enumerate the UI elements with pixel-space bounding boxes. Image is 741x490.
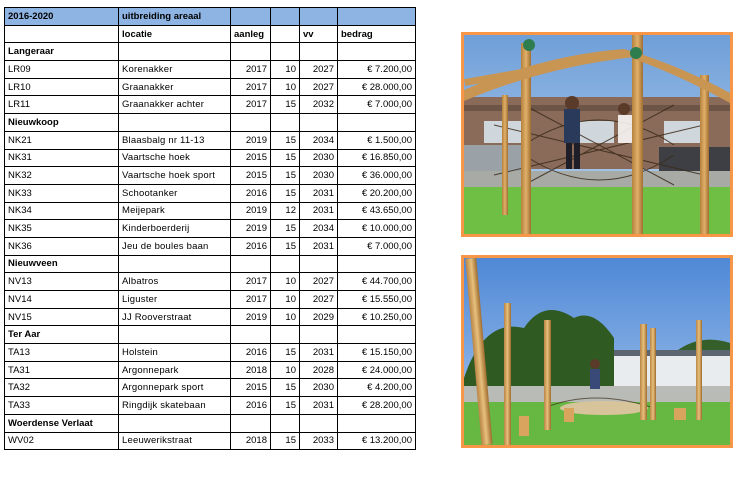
replacement-year-cell: 2027	[300, 61, 338, 79]
replacement-year-cell: 2027	[300, 291, 338, 309]
table-row	[5, 308, 416, 326]
construction-year-cell: 2015	[231, 379, 271, 397]
location-cell: Blaasbalg nr 11-13	[119, 131, 231, 149]
code-cell: TA31	[5, 361, 119, 379]
group-name: Woerdense Verlaat	[5, 414, 119, 432]
construction-year-cell: 2015	[231, 167, 271, 185]
replacement-year-cell: 2031	[300, 344, 338, 362]
amount-cell: € 4.200,00	[338, 379, 416, 397]
location-cell: Schootanker	[119, 184, 231, 202]
location-cell: Ringdijk skatebaan	[119, 397, 231, 415]
construction-year-cell: 2016	[231, 397, 271, 415]
construction-year-cell: 2019	[231, 220, 271, 238]
group-row	[5, 114, 416, 132]
code-cell: NK33	[5, 184, 119, 202]
replacement-year-cell: 2033	[300, 432, 338, 450]
lifespan-cell: 10	[271, 61, 300, 79]
location-cell: Kinderboerderij	[119, 220, 231, 238]
amount-cell: € 16.850,00	[338, 149, 416, 167]
amount-cell: € 7.000,00	[338, 96, 416, 114]
lifespan-cell: 10	[271, 273, 300, 291]
code-cell: NV15	[5, 308, 119, 326]
group-name: Langeraar	[5, 43, 119, 61]
replacement-year-cell: 2030	[300, 149, 338, 167]
group-row	[5, 255, 416, 273]
table-header-row	[5, 8, 416, 26]
location-cell: Jeu de boules baan	[119, 237, 231, 255]
code-cell: NV14	[5, 291, 119, 309]
location-cell: Holstein	[119, 344, 231, 362]
amount-cell: € 15.150,00	[338, 344, 416, 362]
group-name: Nieuwveen	[5, 255, 119, 273]
table-row	[5, 344, 416, 362]
lifespan-cell: 15	[271, 184, 300, 202]
budget-table	[4, 7, 416, 450]
code-cell: NV13	[5, 273, 119, 291]
amount-cell: € 10.250,00	[338, 308, 416, 326]
amount-cell: € 7.000,00	[338, 237, 416, 255]
code-cell: LR11	[5, 96, 119, 114]
table-row	[5, 149, 416, 167]
table-row	[5, 167, 416, 185]
col-lifespan	[271, 25, 300, 43]
construction-year-cell: 2019	[231, 131, 271, 149]
replacement-year-cell: 2031	[300, 202, 338, 220]
lifespan-cell: 15	[271, 167, 300, 185]
lifespan-cell: 15	[271, 96, 300, 114]
construction-year-cell: 2016	[231, 237, 271, 255]
col-replacement: vv	[300, 25, 338, 43]
table-row	[5, 220, 416, 238]
lifespan-cell: 10	[271, 291, 300, 309]
replacement-year-cell: 2030	[300, 379, 338, 397]
replacement-year-cell: 2030	[300, 167, 338, 185]
construction-year-cell: 2016	[231, 184, 271, 202]
code-cell: NK34	[5, 202, 119, 220]
replacement-year-cell: 2027	[300, 273, 338, 291]
replacement-year-cell: 2027	[300, 78, 338, 96]
location-cell: Argonnepark sport	[119, 379, 231, 397]
column-header-row	[5, 25, 416, 43]
table-row	[5, 202, 416, 220]
group-name: Ter Aar	[5, 326, 119, 344]
amount-cell: € 28.000,00	[338, 78, 416, 96]
col-construction: aanleg	[231, 25, 271, 43]
code-cell: NK31	[5, 149, 119, 167]
group-row	[5, 326, 416, 344]
construction-year-cell: 2018	[231, 432, 271, 450]
lifespan-cell: 10	[271, 308, 300, 326]
amount-cell: € 28.200,00	[338, 397, 416, 415]
code-cell: WV02	[5, 432, 119, 450]
construction-year-cell: 2018	[231, 361, 271, 379]
table-row	[5, 61, 416, 79]
location-cell: Argonnepark	[119, 361, 231, 379]
table-row	[5, 184, 416, 202]
location-cell: Graanakker	[119, 78, 231, 96]
construction-year-cell: 2017	[231, 291, 271, 309]
lifespan-cell: 15	[271, 149, 300, 167]
code-cell: LR09	[5, 61, 119, 79]
table-row	[5, 397, 416, 415]
lifespan-cell: 15	[271, 237, 300, 255]
lifespan-cell: 15	[271, 397, 300, 415]
amount-cell: € 10.000,00	[338, 220, 416, 238]
amount-cell: € 20.200,00	[338, 184, 416, 202]
location-cell: Korenakker	[119, 61, 231, 79]
code-cell: TA13	[5, 344, 119, 362]
table-row	[5, 361, 416, 379]
amount-cell: € 13.200,00	[338, 432, 416, 450]
amount-cell: € 7.200,00	[338, 61, 416, 79]
location-cell: Graanakker achter	[119, 96, 231, 114]
lifespan-cell: 12	[271, 202, 300, 220]
table-row	[5, 379, 416, 397]
replacement-year-cell: 2032	[300, 96, 338, 114]
location-cell: Vaartsche hoek sport	[119, 167, 231, 185]
construction-year-cell: 2019	[231, 308, 271, 326]
construction-year-cell: 2017	[231, 96, 271, 114]
table-row	[5, 131, 416, 149]
code-cell: NK36	[5, 237, 119, 255]
construction-year-cell: 2015	[231, 149, 271, 167]
code-cell: NK21	[5, 131, 119, 149]
lifespan-cell: 15	[271, 220, 300, 238]
title-cell: uitbreiding areaal	[119, 8, 231, 26]
location-cell: Liguster	[119, 291, 231, 309]
amount-cell: € 43.650,00	[338, 202, 416, 220]
replacement-year-cell: 2031	[300, 237, 338, 255]
replacement-year-cell: 2034	[300, 220, 338, 238]
construction-year-cell: 2016	[231, 344, 271, 362]
table-row	[5, 291, 416, 309]
location-cell: Albatros	[119, 273, 231, 291]
code-cell: NK32	[5, 167, 119, 185]
table-row	[5, 273, 416, 291]
construction-year-cell: 2019	[231, 202, 271, 220]
group-name: Nieuwkoop	[5, 114, 119, 132]
replacement-year-cell: 2028	[300, 361, 338, 379]
table-row	[5, 96, 416, 114]
col-amount: bedrag	[338, 25, 416, 43]
group-row	[5, 414, 416, 432]
code-cell: TA32	[5, 379, 119, 397]
col-location: locatie	[119, 25, 231, 43]
playground-photo-climbing-frame	[461, 32, 733, 237]
table-row	[5, 237, 416, 255]
amount-cell: € 36.000,00	[338, 167, 416, 185]
location-cell: Meijepark	[119, 202, 231, 220]
location-cell: Leeuwerikstraat	[119, 432, 231, 450]
lifespan-cell: 15	[271, 344, 300, 362]
code-cell: TA33	[5, 397, 119, 415]
lifespan-cell: 15	[271, 432, 300, 450]
table-row	[5, 432, 416, 450]
table-row	[5, 78, 416, 96]
playground-photo-wooden-poles	[461, 255, 733, 448]
amount-cell: € 44.700,00	[338, 273, 416, 291]
amount-cell: € 24.000,00	[338, 361, 416, 379]
construction-year-cell: 2017	[231, 78, 271, 96]
amount-cell: € 15.550,00	[338, 291, 416, 309]
period-cell: 2016-2020	[5, 8, 119, 26]
lifespan-cell: 10	[271, 78, 300, 96]
replacement-year-cell: 2031	[300, 184, 338, 202]
lifespan-cell: 15	[271, 131, 300, 149]
group-row	[5, 43, 416, 61]
construction-year-cell: 2017	[231, 273, 271, 291]
replacement-year-cell: 2034	[300, 131, 338, 149]
lifespan-cell: 15	[271, 379, 300, 397]
replacement-year-cell: 2031	[300, 397, 338, 415]
location-cell: Vaartsche hoek	[119, 149, 231, 167]
construction-year-cell: 2017	[231, 61, 271, 79]
code-cell: NK35	[5, 220, 119, 238]
replacement-year-cell: 2029	[300, 308, 338, 326]
code-cell: LR10	[5, 78, 119, 96]
amount-cell: € 1.500,00	[338, 131, 416, 149]
lifespan-cell: 10	[271, 361, 300, 379]
location-cell: JJ Rooverstraat	[119, 308, 231, 326]
